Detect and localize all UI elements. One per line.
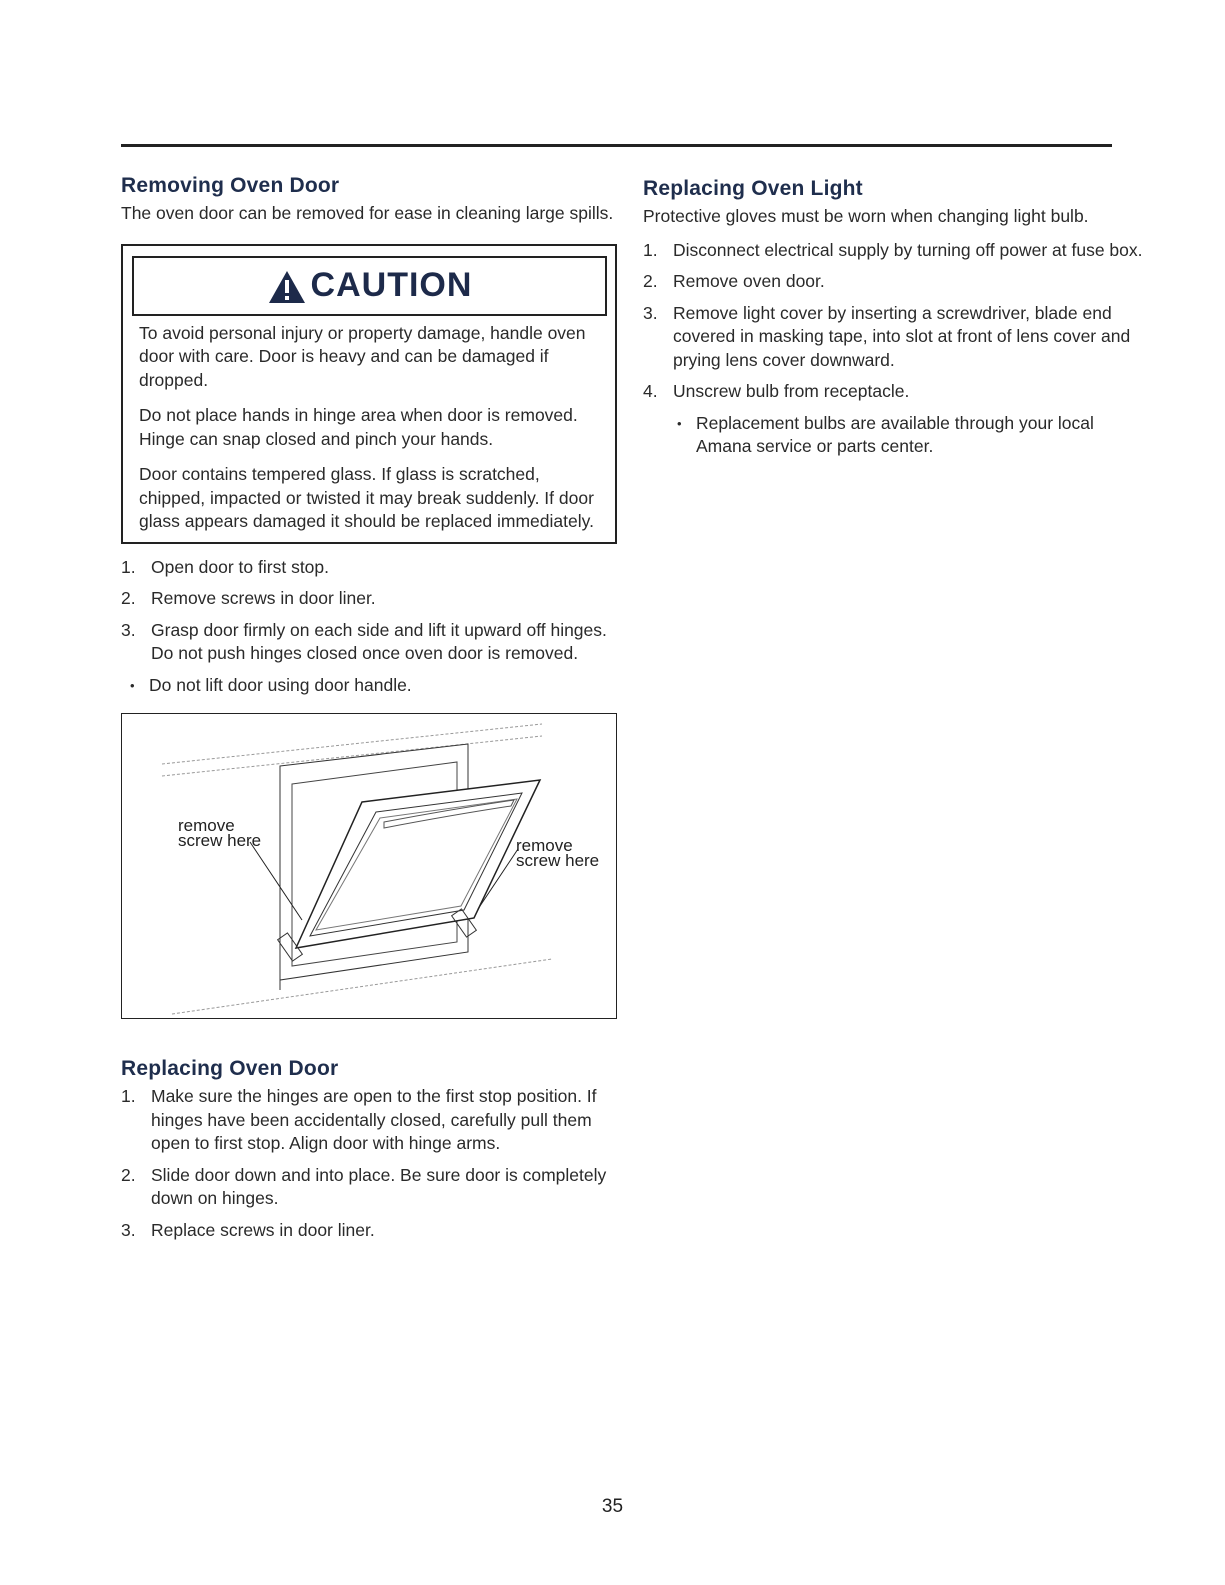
top-rule [121,144,1112,147]
replacing-light-steps-list [643,239,1143,404]
replacing-door-steps-list [121,1085,621,1242]
list-item [643,380,1143,404]
step-text: Remove oven door. [673,271,825,291]
caution-box [121,244,617,544]
removing-door-intro: The oven door can be removed for ease in cleaning large spills. [121,203,614,223]
caution-paragraph: Do not place hands in hinge area when door is removed. Hinge can snap closed and pinch your hands. [139,405,578,449]
step-number: 1. [121,1086,136,1106]
bullet-dot-icon: • [130,677,135,693]
bullet-dot-icon: • [677,415,682,431]
step-text: Open door to first stop. [151,556,330,577]
list-item [121,1164,621,1211]
left-column [121,172,621,1242]
step-text: Slide door down and into place. Be sure door is completely down on hinges. [151,1164,607,1208]
caution-paragraph: Door contains tempered glass. If glass is scratched, chipped, impacted or twisted it may break suddenly. If door glass appears damaged it should be replaced immediately. [139,464,594,531]
step-number: 1. [643,239,658,260]
step-number: 2. [643,271,658,291]
step-number: 2. [121,588,136,608]
list-item [121,587,621,611]
caution-title: CAUTION [310,266,473,304]
list-item [643,302,1143,373]
right-column [643,175,1143,459]
bullet-item [124,674,621,698]
step-number: 1. [121,556,136,577]
step-text: Replace screws in door liner. [151,1219,375,1240]
list-item [121,619,621,666]
figure-label-right: remove screw here [516,836,600,870]
step-number: 4. [643,381,658,401]
list-item [643,239,1143,263]
bullet-item [671,412,1143,459]
page-number: 35 [601,1496,624,1517]
removing-steps-list [121,556,621,666]
replacing-light-heading: Replacing Oven Light [643,177,863,200]
step-text: Grasp door firmly on each side and lift it upward off hinges. Do not push hinges closed once oven door is removed. [151,619,607,663]
list-item [121,556,621,580]
replacing-door-heading: Replacing Oven Door [121,1057,339,1080]
caution-banner [132,256,607,316]
step-text: Make sure the hinges are open to the first stop position. If hinges have been accidentally closed, carefully pull them open to first stop. Align door with hinge arms. [151,1086,597,1153]
step-number: 3. [121,619,136,640]
step-text: Remove screws in door liner. [151,588,376,608]
replacing-light-intro: Protective gloves must be worn when changing light bulb. [643,206,1089,226]
step-number: 3. [121,1219,136,1240]
oven-door-illustration [121,713,617,1019]
bullet-text: Do not lift door using door handle. [149,674,412,695]
step-text: Disconnect electrical supply by turning off power at fuse box. [673,239,1143,260]
figure-label-left: remove screw here [178,816,262,850]
step-text: Unscrew bulb from receptacle. [673,381,910,401]
warning-triangle-icon [267,269,307,305]
bullet-text: Replacement bulbs are available through your local Amana service or parts center. [696,412,1094,456]
list-item [121,1219,621,1243]
list-item [121,1085,621,1156]
replacing-door-section [121,1055,621,1242]
step-number: 2. [121,1164,136,1185]
step-text: Remove light cover by inserting a screwdriver, blade end covered in masking tape, into slot at front of lens cover and prying lens cover downward. [673,302,1131,370]
removing-door-heading: Removing Oven Door [121,174,340,197]
caution-paragraph: To avoid personal injury or property damage, handle oven door with care. Door is heavy and can be damaged if dropped. [139,322,586,390]
step-number: 3. [643,302,658,323]
list-item [643,270,1143,294]
